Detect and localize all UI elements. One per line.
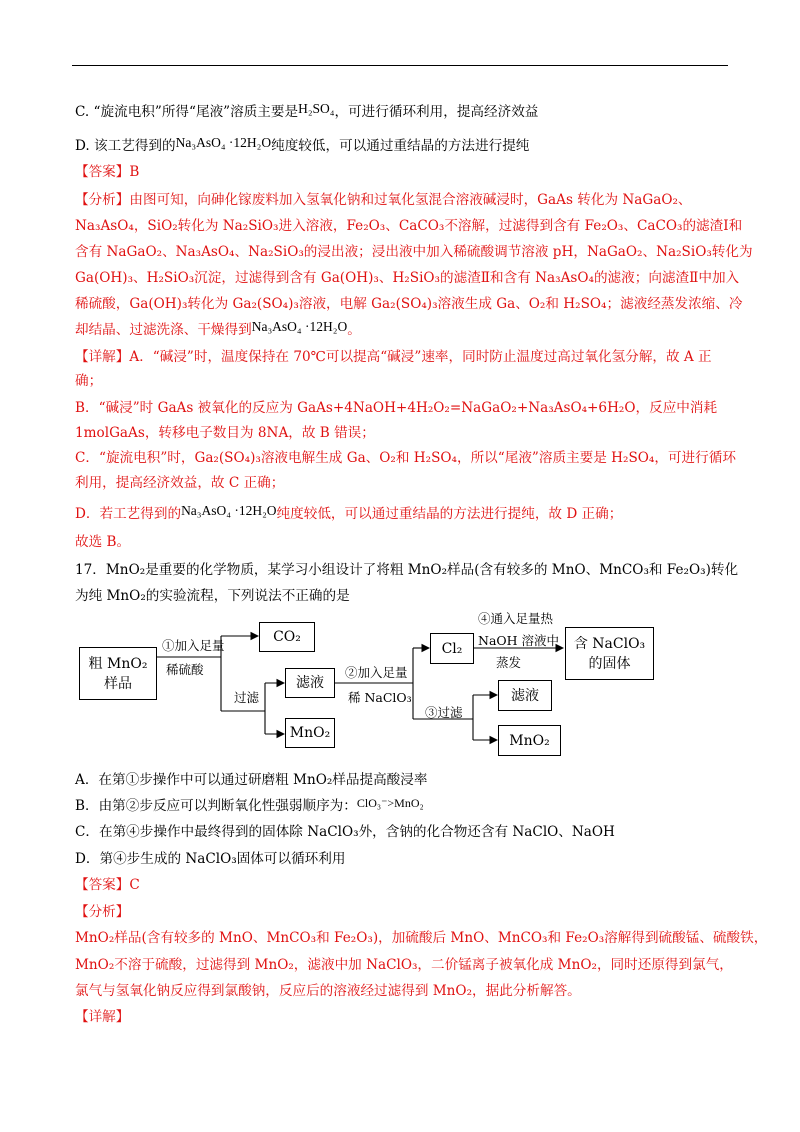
option-c-text: C. “旋流电积”所得“尾液”溶质主要是 — [75, 104, 299, 120]
answer-16: 【答案】B — [75, 164, 140, 180]
analysis-text: 却结晶、过滤洗涤、干燥得到 — [75, 322, 252, 338]
analysis-line: 含有 NaGaO₂、Na₃AsO₄、Na₂SiO₃的浸出液；浸出液中加入稀硫酸调节溶液 pH，NaGaO₂、Na₂SiO₃转化为 — [75, 244, 753, 260]
analysis-line: 稀硫酸，Ga(OH)₃转化为 Ga₂(SO₄)₃溶液，电解 Ga₂(SO₄)₃溶液生成 Ga、O₂和 H₂SO₄；滤液经蒸发浓缩、冷 — [75, 296, 743, 312]
formula-na3aso4: Na₃AsO₄ ·12H₂O — [181, 503, 277, 518]
detail-text-tail: 纯度较低，可以通过重结晶的方法进行提纯，故 D 正确； — [276, 506, 623, 522]
filtrate-box-1: 滤液 — [285, 668, 335, 698]
co2-box: CO₂ — [259, 622, 315, 652]
option-d-text: D. 该工艺得到的 — [75, 138, 176, 154]
formula-na3aso4: Na₃AsO₄ ·12H₂O — [251, 319, 348, 334]
question-17: 17．MnO₂是重要的化学物质，某学习小组设计了将粗 MnO₂样品(含有较多的 MnO、MnCO₃和 Fe₂O₃)转化 — [75, 562, 739, 578]
detail-line: C．“旋流电积”时，Ga₂(SO₄)₃溶液电解生成 Ga、O₂和 H₂SO₄，所以“尾液”溶质主要是 H₂SO₄，可进行循环 — [75, 450, 736, 466]
step2-reagent: 稀 NaClO₃ — [348, 690, 412, 705]
cl2-box: Cl₂ — [430, 633, 474, 664]
filtrate-box-2: 滤液 — [498, 680, 552, 711]
detail-text: D．若工艺得到的 — [75, 506, 182, 522]
question-17: 为纯 MnO₂的实验流程，下列说法不正确的是 — [75, 588, 350, 604]
analysis-17-line: MnO₂不溶于硫酸，过滤得到 MnO₂，滤液中加 NaClO₃，二价锰离子被氧化成 MnO₂，同时还原得到氯气， — [75, 957, 733, 973]
step4-label: ④通入足量热 — [478, 611, 554, 626]
analysis-line: Ga(OH)₃、H₂SiO₃沉淀，过滤得到含有 Ga(OH)₃、H₂SiO₃的滤渣Ⅱ和含有 Na₃AsO₄的滤液；向滤渣Ⅱ中加入 — [75, 270, 740, 286]
mno2-box-1: MnO₂ — [285, 718, 335, 748]
detail-17-heading: 【详解】 — [75, 1009, 130, 1025]
option-17a: A．在第①步操作中可以通过研磨粗 MnO₂样品提高酸浸率 — [75, 772, 428, 788]
analysis-line: 【分析】由图可知，向砷化镓废料加入氢氧化钠和过氧化氢混合溶液碱浸时，GaAs 转化为 NaGaO₂、 — [75, 192, 692, 208]
crude-mno2-box: 粗 MnO₂ 样品 — [79, 647, 157, 700]
analysis-17-line: 氯气与氢氧化钠反应得到氯酸钠，反应后的溶液经过滤得到 MnO₂，据此分析解答。 — [75, 983, 581, 999]
option-17d: D．第④步生成的 NaClO₃固体可以循环利用 — [75, 851, 346, 867]
step2-label: ②加入足量 — [345, 665, 408, 680]
step4-reagent: NaOH 溶液中 — [478, 633, 560, 648]
detail-line: B．“碱浸”时 GaAs 被氧化的反应为 GaAs+4NaOH+4H₂O₂=NaGaO₂+Na₃AsO₄+6H₂O，反应中消耗 — [75, 400, 718, 416]
option-17b — [75, 796, 424, 816]
step3-label: ③过滤 — [425, 705, 463, 720]
analysis-text-tail: 。 — [347, 322, 361, 338]
detail-line: 利用，提高经济效益，故 C 正确； — [75, 475, 285, 491]
detail-line: 1molGaAs，转移电子数目为 8NA，故 B 错误； — [75, 425, 375, 441]
detail-line: 确； — [75, 373, 103, 389]
step4-operation: 蒸发 — [496, 655, 522, 670]
detail-line: 故选 B。 — [75, 534, 131, 550]
naclo3-solid-box: 含 NaClO₃ 的固体 — [565, 627, 654, 680]
detail-line: 【详解】A．“碱浸”时，温度保持在 70℃可以提高“碱浸”速率，同时防止温度过高过氧化氢分解，故 A 正 — [75, 349, 712, 365]
formula-na3aso4: Na₃AsO₄ ·12H₂O — [175, 135, 272, 150]
step1-reagent: 稀硫酸 — [166, 662, 204, 677]
analysis-17-line: MnO₂样品(含有较多的 MnO、MnCO₃和 Fe₂O₃)，加硫酸后 MnO、MnCO₃和 Fe₂O₃溶解得到硫酸锰、硫酸铁， — [75, 930, 768, 946]
option-17b-text: B．由第②步反应可以判断氧化性强弱顺序为： — [75, 798, 357, 814]
formula-h2so4: H₂SO₄ — [298, 101, 335, 116]
answer-17: 【答案】C — [75, 877, 140, 893]
analysis-17-heading: 【分析】 — [75, 904, 130, 920]
option-c-text-tail: ，可进行循环利用，提高经济效益 — [334, 104, 539, 120]
mno2-box-2: MnO₂ — [498, 725, 561, 756]
filter-label: 过滤 — [234, 690, 260, 705]
analysis-line: Na₃AsO₄，SiO₂转化为 Na₂SiO₃进入溶液，Fe₂O₃、CaCO₃不溶解，过滤得到含有 Fe₂O₃、CaCO₃的滤渣Ⅰ和 — [75, 218, 743, 234]
option-d-text-tail: 纯度较低，可以通过重结晶的方法进行提纯 — [271, 138, 530, 154]
step1-label: ①加入足量 — [162, 638, 225, 653]
option-17c: C．在第④步操作中最终得到的固体除 NaClO₃外，含钠的化合物还含有 NaClO、NaOH — [75, 824, 615, 840]
formula-clo3-mno2: ClO₃⁻>MnO₂ — [356, 796, 424, 810]
